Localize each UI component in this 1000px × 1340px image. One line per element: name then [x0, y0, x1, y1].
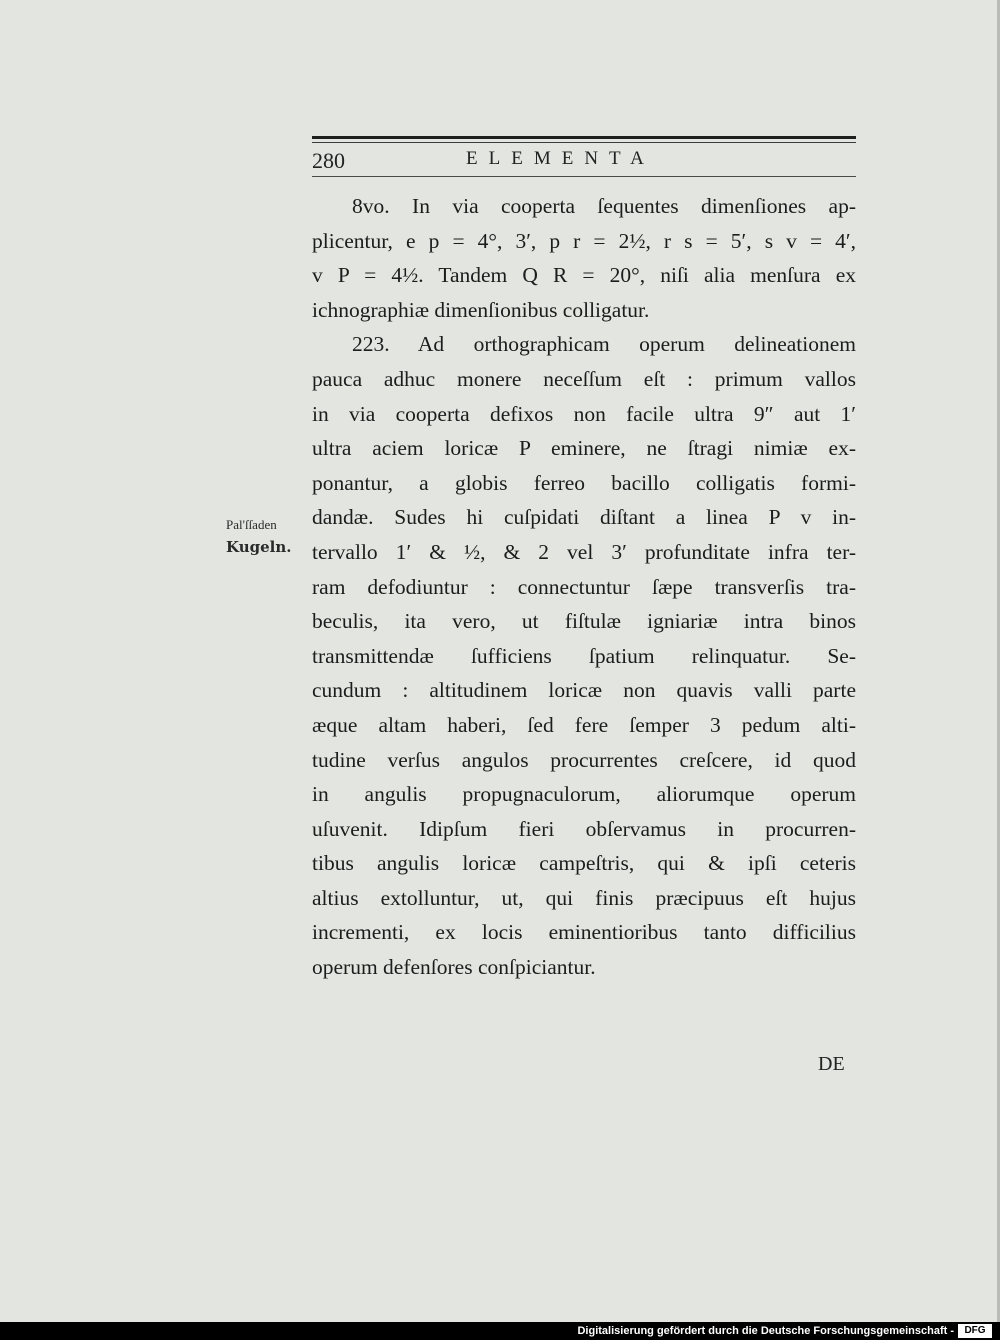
dfg-logo: DFG: [958, 1324, 992, 1338]
text-line: operum defenſores conſpiciantur.: [312, 955, 596, 980]
text-line: tudine verſus angulos procurrentes creſcere, id quod: [312, 747, 856, 772]
margin-note-line: Pal'ſſaden: [226, 517, 277, 532]
text-line: ichnographiæ dimenſionibus colligatur.: [312, 297, 650, 322]
body-text: [312, 189, 856, 985]
text-line: æque altam haberi, ſed fere ſemper 3 pedum alti-: [312, 712, 856, 737]
footer-credit: Digitalisierung gefördert durch die Deutsche Forschungsgemeinschaft -: [577, 1325, 954, 1337]
text-line: pauca adhuc monere neceſſum eſt : primum vallos: [312, 366, 856, 391]
catchword: DE: [818, 1053, 845, 1075]
text-line: ram defodiuntur : connectuntur ſæpe transverſis tra-: [312, 574, 856, 599]
text-line: in via cooperta defixos non facile ultra 9″ aut 1′: [312, 401, 856, 426]
text-line: ultra aciem loricæ P eminere, ne ſtragi nimiæ ex-: [312, 436, 856, 461]
text-line: cundum : altitudinem loricæ non quavis valli parte: [312, 678, 856, 703]
text-line: tibus angulis loricæ campeſtris, qui & ipſi ceteris: [312, 851, 856, 876]
text-line: altius extolluntur, ut, qui finis præcipuus eſt hujus: [312, 885, 856, 910]
text-line: uſuvenit. Idipſum fieri obſervamus in procurren-: [312, 816, 856, 841]
header-rule-thick: [312, 136, 856, 139]
running-head: ELEMENTA: [466, 148, 655, 169]
text-line: transmittendæ ſufficiens ſpatium relinquatur. Se-: [312, 643, 856, 668]
text-line: in angulis propugnaculorum, aliorumque operum: [312, 782, 856, 807]
header-rule-thin: [312, 142, 856, 143]
text-line: beculis, ita vero, ut fiſtulæ igniariæ intra binos: [312, 609, 856, 634]
margin-note-line: Kugeln.: [226, 538, 292, 556]
text-line: plicentur, e p = 4°, 3′, p r = 2½, r s = 5′, s v = 4′,: [312, 228, 856, 253]
header-rule-bottom: [312, 176, 856, 177]
text-line: tervallo 1′ & ½, & 2 vel 3′ profunditate infra ter-: [312, 539, 856, 564]
text-line: 223. Ad orthographicam operum delineationem: [352, 332, 856, 357]
text-line: dandæ. Sudes hi cuſpidati diſtant a linea P v in-: [312, 505, 856, 530]
text-line: ponantur, a globis ferreo bacillo colligatis formi-: [312, 470, 856, 495]
margin-note: [226, 514, 310, 558]
text-line: incrementi, ex locis eminentioribus tanto difficilius: [312, 920, 856, 945]
text-line: 8vo. In via cooperta ſequentes dimenſiones ap-: [352, 194, 856, 218]
page-number: 280: [312, 148, 345, 173]
text-line: v P = 4½. Tandem Q R = 20°, niſi alia menſura ex: [312, 263, 856, 288]
